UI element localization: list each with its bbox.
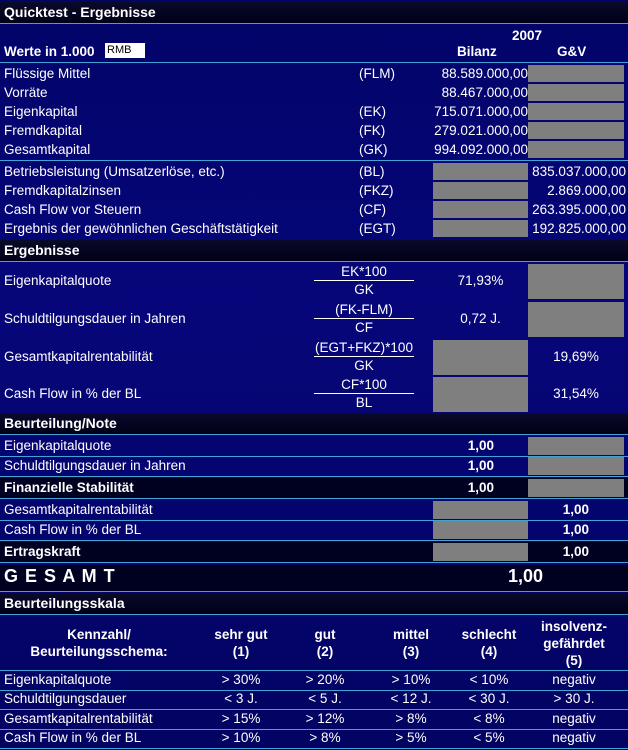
guv-empty-cell (528, 479, 624, 497)
skala-header-line: (2) (316, 644, 334, 659)
input-label: Ergebnis der gewöhnlichen Geschäftstätigkeit (4, 221, 278, 236)
skala-col-header (529, 618, 619, 669)
guv-note: 1,00 (562, 502, 589, 517)
formula-bar (314, 356, 414, 357)
skala-cell: > 15% (221, 711, 261, 726)
guv-empty-cell (528, 457, 624, 475)
formula-denominator: GK (354, 358, 374, 373)
ergebnis-label: Schuldtilgungsdauer in Jahren (4, 311, 186, 326)
skala-header-line: Kennzahl/ (67, 627, 131, 642)
beurteilung-label: Eigenkapitalquote (4, 438, 112, 453)
guv-empty-cell (528, 84, 624, 101)
skala-header-line: sehr gut (214, 627, 268, 642)
bilanz-value-cell[interactable]: 715.071.000,00 (434, 104, 528, 119)
skala-cell: > 30% (221, 672, 261, 687)
skala-title: Beurteilungsskala (0, 593, 628, 614)
input-abbr: (EK) (359, 104, 386, 119)
bilanz-note: 1,00 (467, 458, 494, 473)
skala-col-header (366, 626, 456, 660)
formula-denominator: GK (354, 282, 374, 297)
skala-header-line: (4) (480, 644, 498, 659)
year-label: 2007 (512, 28, 543, 43)
bilanz-result: 71,93% (457, 273, 504, 288)
skala-cell: < 30 J. (468, 691, 510, 706)
formula (312, 302, 416, 335)
beurteilung-title: Beurteilung/Note (0, 413, 628, 434)
bilanz-value-cell[interactable]: 994.092.000,00 (434, 142, 528, 157)
guv-empty-cell (528, 264, 624, 299)
formula-numerator: CF*100 (341, 377, 387, 392)
skala-row-label: Eigenkapitalquote (4, 672, 112, 687)
beurteilung-label: Ertragskraft (4, 544, 81, 559)
formula-denominator: CF (355, 320, 373, 335)
skala-cell: > 30 J. (553, 691, 595, 706)
formula-bar (314, 318, 414, 319)
sheet-title: Quicktest - Ergebnisse (0, 2, 628, 23)
skala-header-line: Beurteilungsschema: (30, 644, 168, 659)
skala-cell: < 12 J. (390, 691, 432, 706)
bilanz-empty-cell (433, 377, 528, 412)
bilanz-note: 1,00 (467, 480, 494, 495)
formula-numerator: (EGT+FKZ)*100 (315, 340, 413, 355)
formula-numerator: (FK-FLM) (335, 302, 393, 317)
input-label: Cash Flow vor Steuern (4, 202, 142, 217)
skala-cell: > 20% (305, 672, 345, 687)
skala-header-line: gut (314, 627, 336, 642)
input-abbr: (FKZ) (359, 183, 394, 198)
input-abbr: (GK) (359, 142, 388, 157)
skala-col-header (196, 626, 286, 660)
col-guv-header: G&V (557, 44, 587, 59)
skala-cell: negativ (552, 672, 596, 687)
guv-value-cell[interactable]: 835.037.000,00 (532, 164, 626, 179)
ergebnis-label: Cash Flow in % der BL (4, 386, 142, 401)
guv-empty-cell (528, 302, 624, 337)
guv-note: 1,00 (562, 544, 589, 559)
guv-note: 1,00 (562, 522, 589, 537)
skala-header-line: insolvenz- (540, 619, 607, 634)
bilanz-empty-cell (433, 182, 528, 199)
skala-header-line: mittel (392, 627, 429, 642)
werte-label: Werte in 1.000 (4, 44, 95, 59)
skala-cell: < 5 J. (308, 691, 342, 706)
input-label: Betriebsleistung (Umsatzerlöse, etc.) (4, 164, 225, 179)
currency-input[interactable]: RMB (105, 43, 145, 58)
bilanz-value-cell[interactable]: 279.021.000,00 (434, 123, 528, 138)
input-abbr: (CF) (359, 202, 386, 217)
guv-value-cell[interactable]: 2.869.000,00 (547, 183, 626, 198)
formula-bar (314, 393, 414, 394)
skala-row-label: Gesamtkapitalrentabilität (4, 711, 153, 726)
skala-row-label: Schuldtilgungsdauer (4, 691, 127, 706)
skala-col-header (444, 626, 534, 660)
bilanz-empty-cell (433, 220, 528, 237)
skala-cell: > 8% (309, 730, 341, 745)
beurteilung-label: Schuldtilgungsdauer in Jahren (4, 458, 186, 473)
bilanz-value-cell[interactable]: 88.467.000,00 (441, 85, 528, 100)
beurteilung-label: Gesamtkapitalrentabilität (4, 502, 153, 517)
skala-header-line: (5) (565, 653, 583, 668)
formula-numerator: EK*100 (341, 264, 387, 279)
skala-header-line: (1) (232, 644, 250, 659)
input-abbr: (BL) (359, 164, 385, 179)
formula-denominator: BL (355, 395, 373, 410)
guv-empty-cell (528, 122, 624, 139)
skala-row-label: Cash Flow in % der BL (4, 730, 142, 745)
guv-value-cell[interactable]: 263.395.000,00 (532, 202, 626, 217)
input-abbr: (FK) (359, 123, 386, 138)
skala-cell: > 5% (395, 730, 427, 745)
input-abbr: (EGT) (359, 221, 396, 236)
bilanz-note: 1,00 (467, 438, 494, 453)
beurteilung-label: Cash Flow in % der BL (4, 522, 142, 537)
guv-empty-cell (528, 141, 624, 158)
skala-cell: > 8% (395, 711, 427, 726)
bilanz-empty-cell (433, 521, 528, 539)
input-label: Eigenkapital (4, 104, 78, 119)
bilanz-empty-cell (433, 543, 528, 561)
skala-cell: negativ (552, 730, 596, 745)
skala-header-line: (3) (402, 644, 420, 659)
input-label: Fremdkapitalzinsen (4, 183, 122, 198)
ergebnis-label: Eigenkapitalquote (4, 273, 112, 288)
input-label: Fremdkapital (4, 123, 83, 138)
skala-cell: < 5% (473, 730, 505, 745)
input-label: Vorräte (4, 85, 48, 100)
skala-cell: > 10% (221, 730, 261, 745)
bilanz-empty-cell (433, 501, 528, 519)
ergebnis-label: Gesamtkapitalrentabilität (4, 349, 153, 364)
skala-cell: < 10% (469, 672, 509, 687)
skala-cell: < 8% (473, 711, 505, 726)
bilanz-empty-cell (433, 201, 528, 218)
beurteilung-label: Finanzielle Stabilität (4, 480, 134, 495)
formula-bar (314, 280, 414, 281)
input-abbr: (FLM) (359, 66, 395, 81)
guv-empty-cell (528, 103, 624, 120)
guv-value-cell[interactable]: 192.825.000,00 (532, 221, 626, 236)
skala-cell: > 12% (305, 711, 345, 726)
gesamt-label: G E S A M T (4, 566, 116, 586)
bilanz-empty-cell (433, 163, 528, 180)
guv-empty-cell (528, 437, 624, 455)
skala-header-line: gefährdet (543, 636, 605, 651)
formula (312, 264, 416, 297)
guv-empty-cell (528, 65, 624, 82)
input-label: Gesamtkapital (4, 142, 91, 157)
ergebnisse-title: Ergebnisse (0, 240, 628, 261)
bilanz-result: 0,72 J. (460, 311, 501, 326)
skala-cell: negativ (552, 711, 596, 726)
skala-header-line: schlecht (461, 627, 517, 642)
formula (312, 377, 416, 410)
gesamt-value: 1,00 (508, 566, 544, 586)
skala-col-header (280, 626, 370, 660)
skala-cell: < 3 J. (224, 691, 258, 706)
skala-kennzahl-header (24, 626, 174, 660)
bilanz-value-cell[interactable]: 88.589.000,00 (441, 66, 528, 81)
skala-cell: > 10% (391, 672, 431, 687)
bilanz-empty-cell (433, 340, 528, 375)
input-label: Flüssige Mittel (4, 66, 91, 81)
formula (312, 340, 416, 373)
guv-result: 19,69% (553, 349, 599, 364)
col-bilanz-header: Bilanz (457, 44, 497, 59)
guv-result: 31,54% (553, 386, 599, 401)
